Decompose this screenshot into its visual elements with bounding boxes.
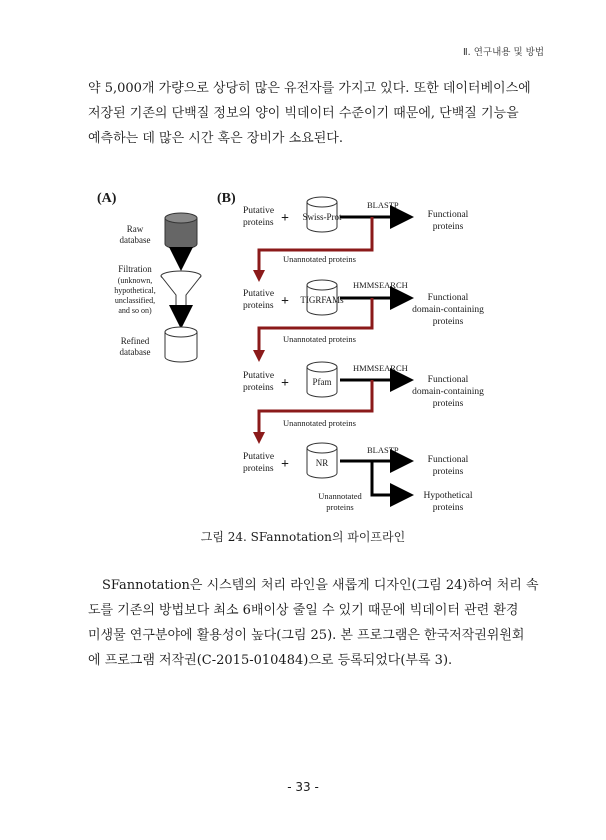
pipeline-diagram [0,180,606,520]
paragraph-line: 미생물 연구분야에 활용성이 높다(그림 25). 본 프로그램은 한국저작권위원회 [88,628,525,643]
unannotated-label: Unannotated [318,491,362,501]
putative-label: proteins [243,218,274,228]
plus-icon: + [281,211,289,226]
output-label: proteins [432,317,464,327]
filtration-label: Filtration [118,264,152,274]
paragraph-2 [88,573,539,673]
tool-label: HMMSEARCH [353,280,408,290]
filtration-detail: (unknown, [117,276,153,285]
db-name: Swiss-Prot [302,212,342,222]
output-label: domain-containing [412,387,484,397]
paragraph-line: 저장된 기존의 단백질 정보의 양이 빅데이터 수준이기 때문에, 단백질 기능을 [88,106,519,121]
output-label: Functional [427,293,469,303]
funnel-icon [161,271,201,308]
output-label: domain-containing [412,305,484,315]
putative-label: proteins [243,383,274,393]
arrow-right-icon [372,461,408,495]
db-name: NR [315,458,329,468]
output-label: proteins [432,222,464,232]
output-label: Functional [427,210,469,220]
hypothetical-label: proteins [432,503,464,513]
tool-label: BLASTP [367,200,399,210]
refined-db-label-1: Refined [120,336,150,346]
plus-icon: + [281,457,289,472]
page-number: - 33 - [287,780,319,794]
running-header: Ⅱ. 연구내용 및 방법 [463,47,544,58]
unannotated-label: Unannotated proteins [283,334,356,344]
unannotated-label: Unannotated proteins [283,254,356,264]
filtration-detail: and so on) [118,306,152,315]
plus-icon: + [281,294,289,309]
db-name: Pfam [312,377,332,387]
pipeline-figure [0,180,606,520]
panel-a-label: (A) [97,191,117,206]
paragraph-1 [88,76,531,151]
db-name: TIGRFAMs [300,295,344,305]
putative-label: Putative [243,206,275,216]
refined-db-label-2: database [119,347,151,357]
paragraph-line: 에 프로그램 저작권(C-2015-010484)으로 등록되었다(부록 3). [88,653,453,668]
hypothetical-label: Hypothetical [423,491,473,501]
putative-label: Putative [243,371,275,381]
raw-database-icon [165,213,197,249]
filtration-detail: hypothetical, [114,286,156,295]
paragraph-line: 약 5,000개 가량으로 상당히 많은 유전자를 가지고 있다. 또한 데이터베이스에 [88,81,531,96]
tool-label: BLASTP [367,445,399,455]
panel-b-label: (B) [217,191,236,206]
paragraph-line: 도를 기존의 방법보다 최소 6배이상 줄일 수 있기 때문에 빅데이터 관련 환경 [88,603,519,618]
unannotated-label: proteins [326,502,354,512]
raw-db-label-1: Raw [126,224,144,234]
refined-database-icon [165,327,197,362]
putative-label: Putative [243,452,275,462]
raw-db-label-2: database [119,235,151,245]
plus-icon: + [281,376,289,391]
putative-label: Putative [243,289,275,299]
output-label: proteins [432,399,464,409]
putative-label: proteins [243,464,274,474]
output-label: proteins [432,467,464,477]
paragraph-line: SFannotation은 시스템의 처리 라인을 새롭게 디자인(그림 24)하여 처리 속 [102,578,539,593]
output-label: Functional [427,455,469,465]
output-label: Functional [427,375,469,385]
figure-caption: 그림 24. SFannotation의 파이프라인 [200,530,406,544]
paragraph-line: 예측하는 데 많은 시간 혹은 장비가 소요된다. [88,131,343,146]
filtration-detail: unclassified, [114,296,156,305]
tool-label: HMMSEARCH [353,363,408,373]
putative-label: proteins [243,301,274,311]
unannotated-label: Unannotated proteins [283,418,356,428]
